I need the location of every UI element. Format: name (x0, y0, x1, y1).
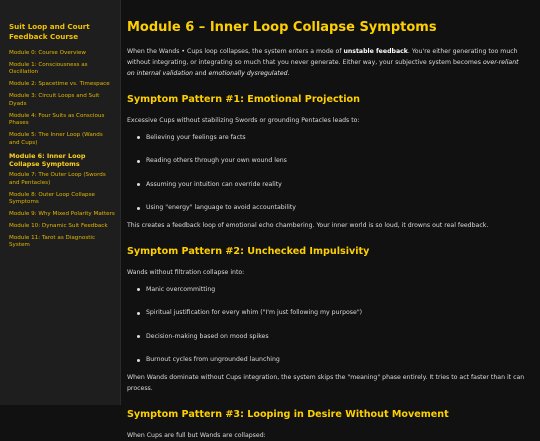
bullet-dot-icon (137, 136, 140, 139)
list-item-text: Believing your feelings are facts (146, 133, 246, 141)
course-title: Suit Loop and Court Feedback Course (9, 22, 90, 41)
sidebar-item-module-0[interactable]: Module 0: Course Overview (9, 50, 86, 56)
intro-paragraph (127, 46, 528, 80)
list-item (137, 309, 528, 317)
sidebar-item-module-5[interactable]: Module 5: The Inner Loop (Wands and Cups) (9, 132, 103, 146)
section-intro: When Cups are full but Wands are collapsed: (127, 431, 266, 439)
list-item-text: Reading others through your own wound lens (146, 157, 287, 165)
bullet-list (127, 134, 528, 213)
main-content (121, 0, 540, 439)
intro-text-3: and (192, 70, 209, 78)
list-item-text: Using "energy" language to avoid accountability (146, 204, 296, 212)
sidebar-item-module-6[interactable]: Module 6: Inner Loop Collapse Symptoms (9, 151, 86, 168)
sidebar-item-module-3[interactable]: Module 3: Circuit Loops and Suit Dyads (9, 93, 100, 107)
list-item-text: Manic overcommitting (146, 285, 216, 293)
sidebar-item-module-2[interactable]: Module 2: Spacetime vs. Timespace (9, 81, 110, 88)
list-item (137, 356, 528, 364)
section-outro: When Wands dominate without Cups integration, the system skips the "meaning" phase entirely. It tries to act faster than it can process. (127, 374, 525, 393)
list-item-text: Spiritual justification for every whim ("I'm just following my purpose") (146, 309, 363, 317)
list-item-text: Burnout cycles from ungrounded launching (146, 356, 280, 364)
bullet-dot-icon (137, 160, 140, 163)
bullet-dot-icon (137, 335, 140, 338)
section-heading: Symptom Pattern #3: Looping in Desire Without Movement (127, 408, 449, 420)
section-unchecked-impulsivity (127, 246, 528, 395)
intro-text-2: . You're either generating too much without integrating, or integrating so much that you never generate. Either way, your subjective system becomes (127, 48, 518, 67)
bullet-dot-icon (137, 359, 140, 362)
intro-text-4: . (287, 70, 290, 78)
bullet-dot-icon (137, 312, 140, 315)
sidebar-item-module-1[interactable]: Module 1: Consciousness as Oscillation (9, 62, 88, 76)
sidebar-item-module-4[interactable]: Module 4: Four Suits as Conscious Phases (9, 112, 105, 127)
section-emotional-projection (127, 94, 528, 232)
section-looping-in-desire (127, 409, 528, 441)
list-item-text: Decision-making based on mood spikes (146, 332, 269, 340)
section-intro: Excessive Cups without stabilizing Swords or grounding Pentacles leads to: (127, 116, 360, 124)
page-title: Module 6 – Inner Loop Collapse Symptoms (127, 20, 437, 35)
intro-em-dysregulated: emotionally dysregulated (208, 70, 288, 78)
sidebar-item-module-9[interactable]: Module 9: Why Mixed Polarity Matters (9, 211, 115, 218)
section-heading: Symptom Pattern #1: Emotional Projection (127, 93, 360, 105)
intro-bold-unstable-feedback: unstable feedback (343, 48, 408, 55)
sidebar-item-module-10[interactable]: Module 10: Dynamic Suit Feedback (9, 223, 108, 230)
section-outro: This creates a feedback loop of emotional echo chambering. Your inner world is so loud, it drowns out real feedback. (127, 222, 489, 230)
list-item (137, 157, 528, 165)
section-intro: Wands without filtration collapse into: (127, 268, 245, 276)
intro-em-internal-validation: over-reliant on internal validation (127, 59, 519, 78)
bullet-dot-icon (137, 207, 140, 210)
sidebar-item-module-7[interactable]: Module 7: The Outer Loop (Swords and Pentacles) (9, 172, 106, 186)
bullet-dot-icon (137, 183, 140, 186)
intro-text-1: When the Wands • Cups loop collapses, the system enters a mode of (127, 48, 344, 55)
sidebar-item-module-11[interactable]: Module 11: Tarot as Diagnostic System (9, 235, 96, 249)
bullet-dot-icon (137, 288, 140, 291)
list-item (137, 204, 528, 212)
list-item (137, 286, 528, 294)
bullet-list (127, 286, 528, 365)
list-item (137, 333, 528, 341)
list-item (137, 134, 528, 142)
sidebar-item-module-8[interactable]: Module 8: Outer Loop Collapse Symptoms (9, 191, 95, 206)
list-item-text: Assuming your intuition can override reality (146, 180, 282, 188)
list-item (137, 181, 528, 189)
section-heading: Symptom Pattern #2: Unchecked Impulsivity (127, 245, 370, 257)
sidebar (0, 0, 121, 405)
